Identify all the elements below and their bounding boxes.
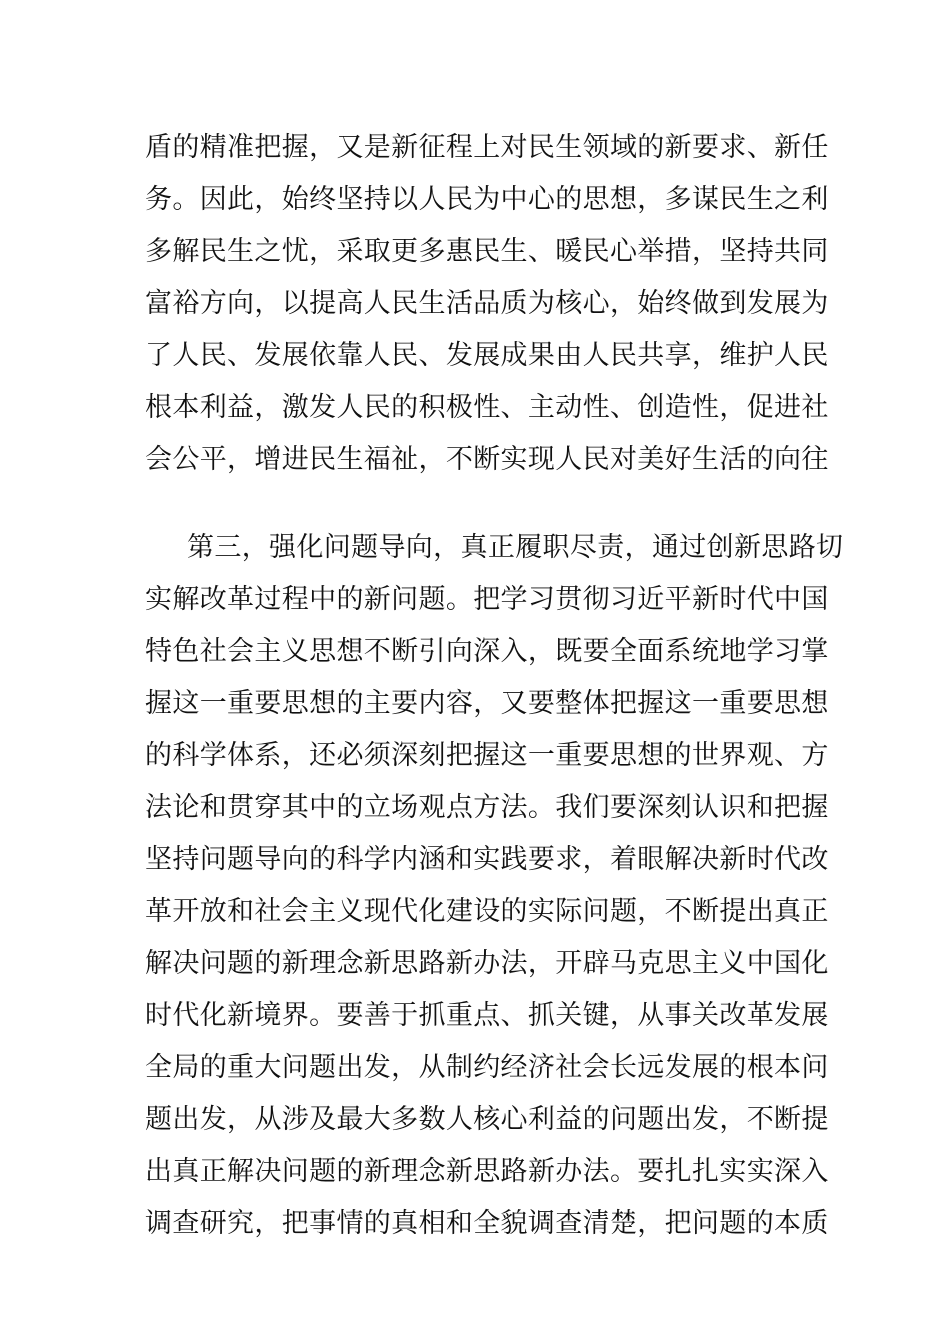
text-line: 了人民、发展依靠人民、发展成果由人民共享，维护人民 <box>145 340 829 371</box>
text-line: 解决问题的新理念新思路新办法，开辟马克思主义中国化 <box>145 948 829 979</box>
text-line: 握这一重要思想的主要内容，又要整体把握这一重要思想 <box>145 688 829 719</box>
text-line: 根本利益，激发人民的积极性、主动性、创造性，促进社 <box>145 392 829 423</box>
text-line: 会公平，增进民生福祉，不断实现人民对美好生活的向往 <box>145 444 829 475</box>
text-line: 务。因此，始终坚持以人民为中心的思想，多谋民生之利 <box>145 184 829 215</box>
text-line: 特色社会主义思想不断引向深入，既要全面系统地学习掌 <box>145 636 829 667</box>
text-line: 实解改革过程中的新问题。把学习贯彻习近平新时代中国 <box>145 584 829 615</box>
text-line: 题出发，从涉及最大多数人核心利益的问题出发，不断提 <box>145 1104 829 1135</box>
text-line: 全局的重大问题出发，从制约经济社会长远发展的根本问 <box>145 1052 829 1083</box>
text-line: 的科学体系，还必须深刻把握这一重要思想的世界观、方 <box>145 740 829 771</box>
paragraph-first-line: 第三，强化问题导向，真正履职尽责，通过创新思路切 <box>187 532 844 563</box>
text-line: 盾的精准把握，又是新征程上对民生领域的新要求、新任 <box>145 132 829 163</box>
text-line: 富裕方向，以提高人民生活品质为核心，始终做到发展为 <box>145 288 829 319</box>
text-line: 时代化新境界。要善于抓重点、抓关键，从事关改革发展 <box>145 1000 829 1031</box>
text-line: 多解民生之忧，采取更多惠民生、暖民心举措，坚持共同 <box>145 236 829 267</box>
text-line: 坚持问题导向的科学内涵和实践要求，着眼解决新时代改 <box>145 844 829 875</box>
text-line: 革开放和社会主义现代化建设的实际问题，不断提出真正 <box>145 896 829 927</box>
text-line: 法论和贯穿其中的立场观点方法。我们要深刻认识和把握 <box>145 792 829 823</box>
text-line: 调查研究，把事情的真相和全貌调查清楚，把问题的本质 <box>145 1208 829 1239</box>
text-line: 出真正解决问题的新理念新思路新办法。要扎扎实实深入 <box>145 1156 829 1187</box>
